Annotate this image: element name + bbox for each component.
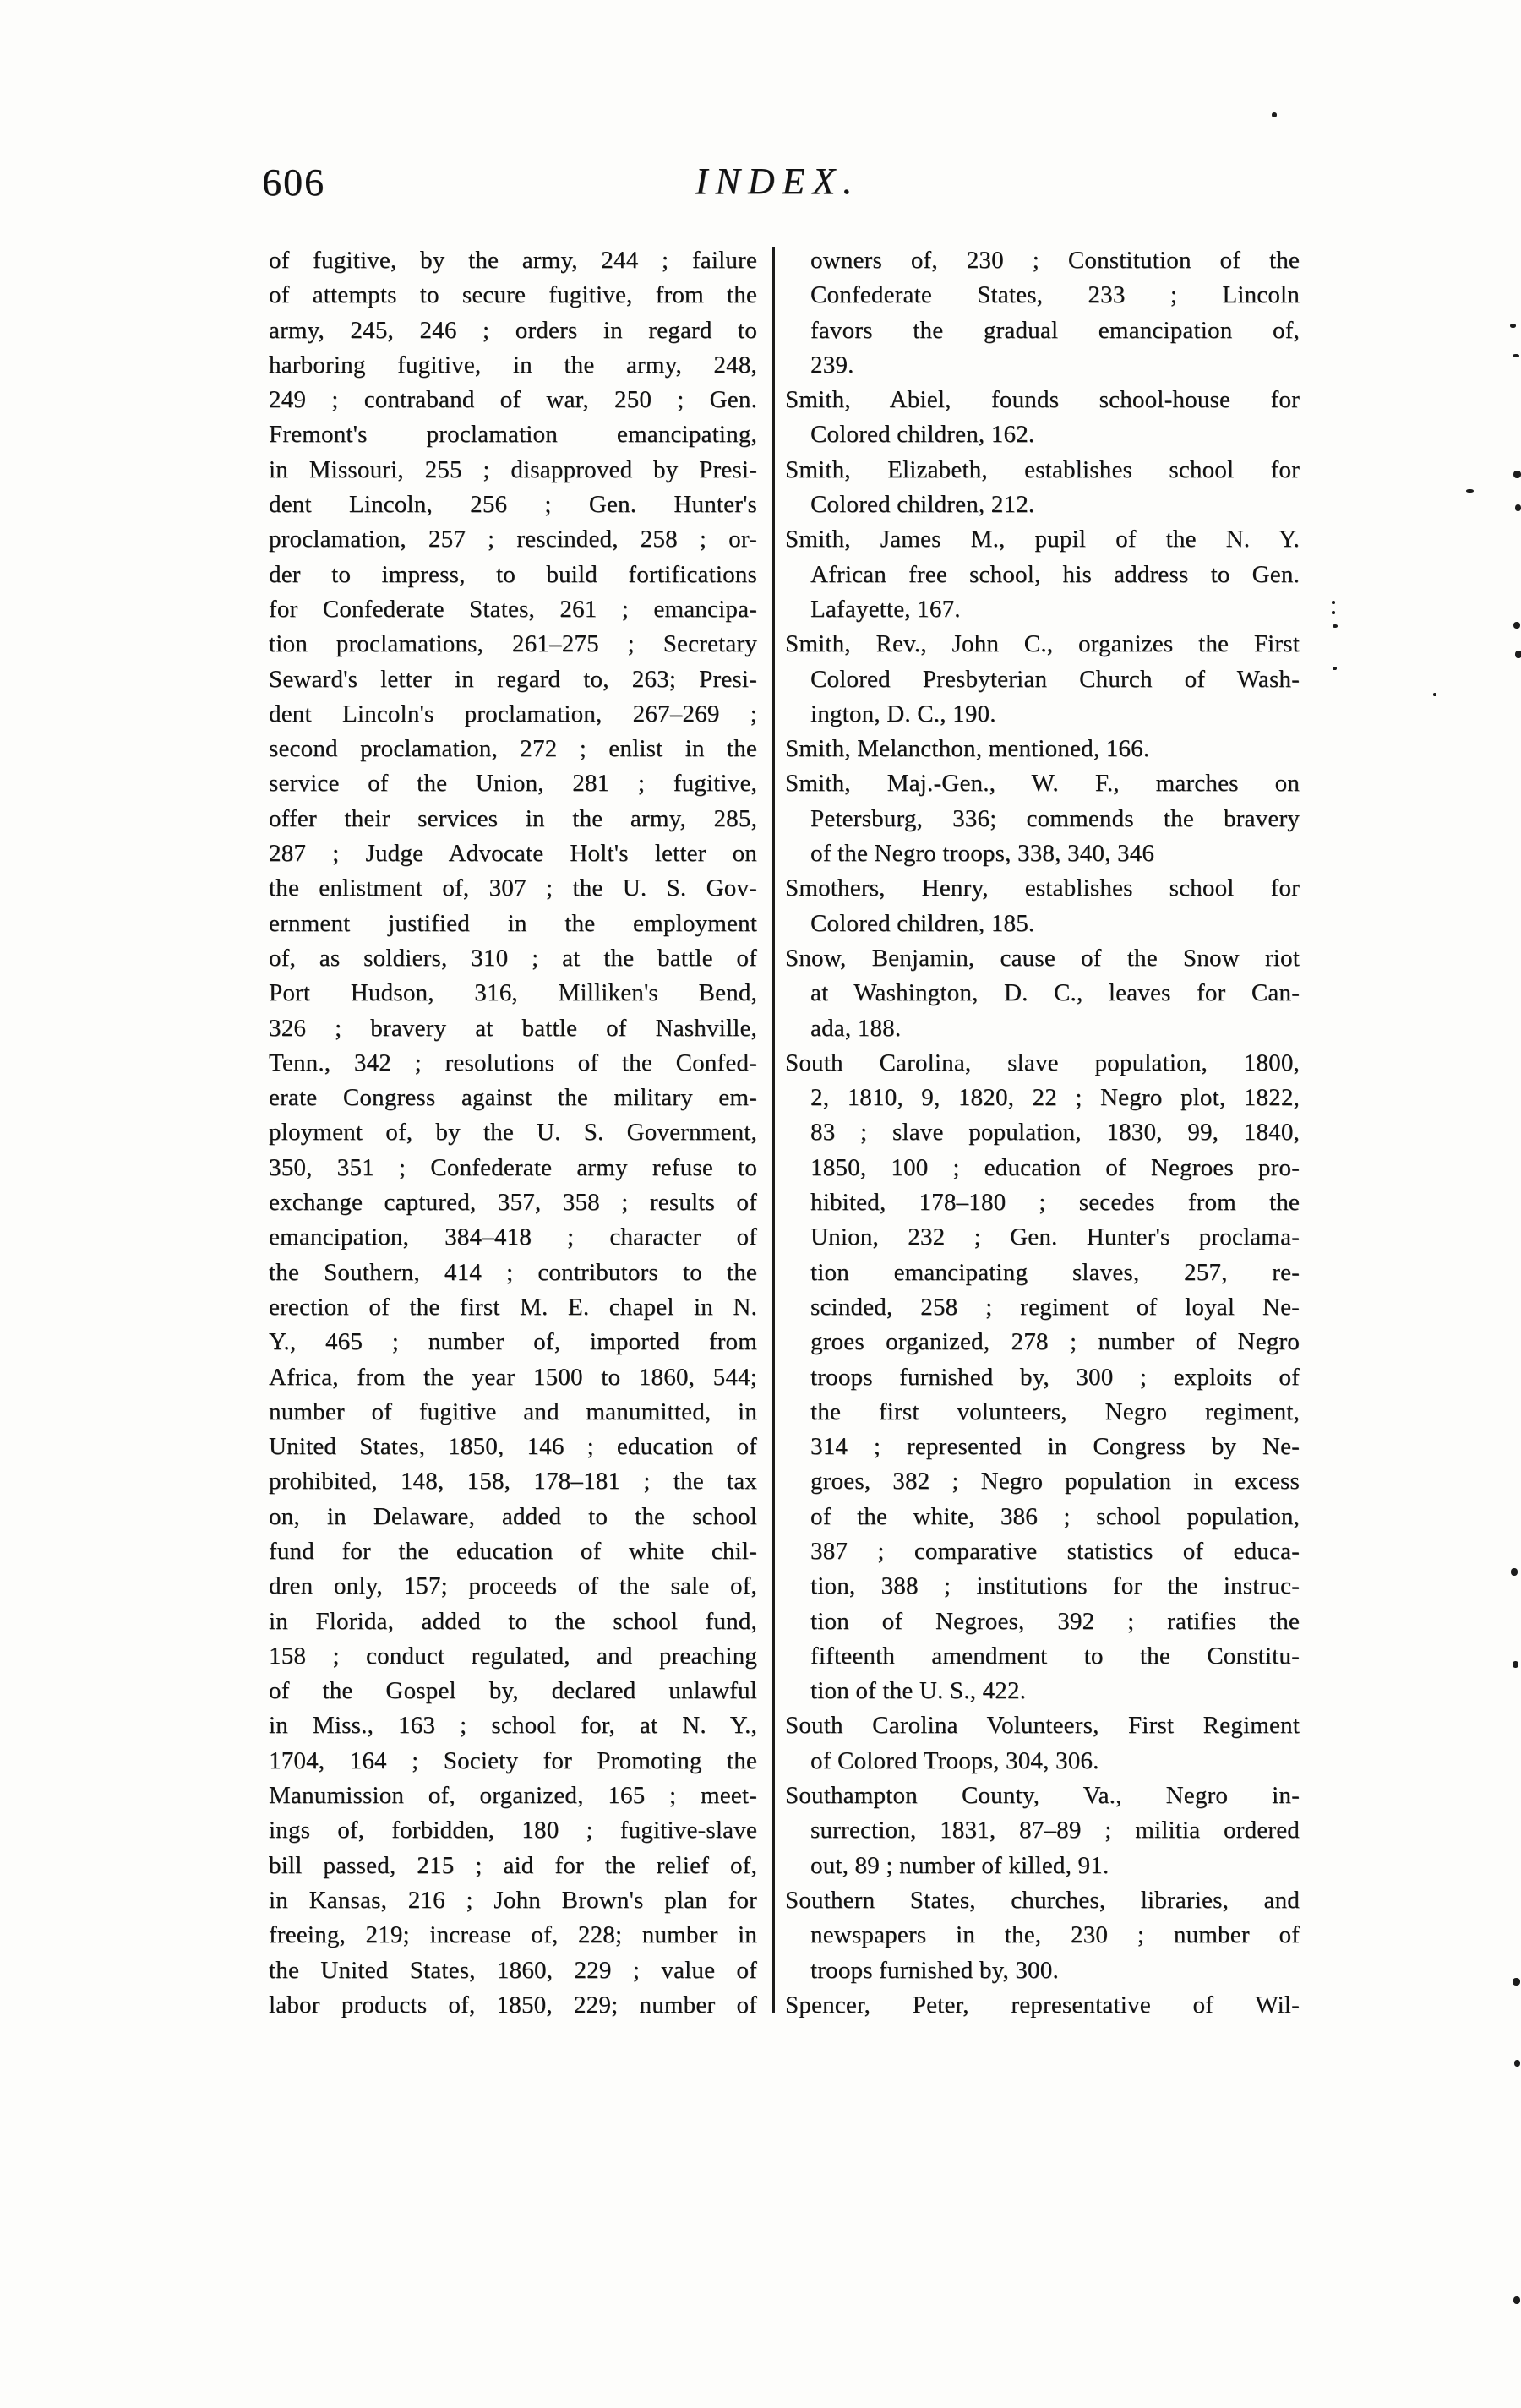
text-line: ployment of, by the U. S. Government, [269, 1119, 757, 1147]
ink-speck [1466, 489, 1474, 493]
text-line: dren only, 157; proceeds of the sale of, [269, 1572, 757, 1600]
text-line: Port Hudson, 316, Milliken's Bend, [269, 979, 757, 1007]
text-line: of the white, 386 ; school population, [810, 1502, 1300, 1530]
text-line: Spencer, Peter, representative of Wil- [785, 1991, 1300, 2018]
text-line: ernment justified in the employment [269, 909, 757, 937]
index-column-left [269, 243, 757, 2023]
ink-speck [1514, 2060, 1520, 2067]
text-line: tion proclamations, 261–275 ; Secretary [269, 630, 757, 658]
text-line: number of fugitive and manumitted, in [269, 1397, 757, 1425]
text-line: Union, 232 ; Gen. Hunter's proclama- [810, 1223, 1300, 1251]
ink-speck [1513, 622, 1520, 629]
ink-speck [1513, 471, 1521, 478]
text-line: Y., 465 ; number of, imported from [269, 1328, 757, 1356]
text-line: Southampton County, Va., Negro in- [785, 1782, 1300, 1810]
text-line: surrection, 1831, 87–89 ; militia ordered [810, 1817, 1300, 1844]
text-line: labor products of, 1850, 229; number of [269, 1991, 757, 2018]
text-line: in Florida, added to the school fund, [269, 1607, 757, 1635]
text-line: Seward's letter in regard to, 263; Presi- [269, 665, 757, 693]
running-head: INDEX. [695, 161, 860, 202]
text-line: owners of, 230 ; Constitution of the [810, 247, 1300, 274]
column-divider-rule [772, 247, 775, 2013]
text-line: 287 ; Judge Advocate Holt's letter on [269, 840, 757, 868]
ink-speck [1513, 2296, 1520, 2304]
text-line: out, 89 ; number of killed, 91. [810, 1851, 1109, 1879]
text-line: 1704, 164 ; Society for Promoting the [269, 1746, 757, 1774]
text-line: bill passed, 215 ; aid for the relief of, [269, 1851, 757, 1879]
text-line: 350, 351 ; Confederate army refuse to [269, 1153, 757, 1181]
ink-speck [1515, 651, 1521, 658]
text-line: Southern States, churches, libraries, and [785, 1886, 1300, 1914]
text-line: troops furnished by, 300. [810, 1956, 1059, 1984]
page-number: 606 [262, 161, 325, 204]
text-line: harboring fugitive, in the army, 248, [269, 351, 757, 379]
text-line: ings of, forbidden, 180 ; fugitive-slave [269, 1817, 757, 1844]
ink-speck [1513, 354, 1519, 357]
ink-speck [1332, 611, 1335, 614]
text-line: dent Lincoln's proclamation, 267–269 ; [269, 700, 757, 727]
ink-speck [1510, 324, 1516, 328]
text-line: Smith, Rev., John C., organizes the First [785, 630, 1300, 658]
ink-speck [1333, 667, 1337, 670]
text-line: the first volunteers, Negro regiment, [810, 1397, 1300, 1425]
text-line: troops furnished by, 300 ; exploits of [810, 1363, 1300, 1391]
text-line: tion of Negroes, 392 ; ratifies the [810, 1607, 1300, 1635]
text-line: erate Congress against the military em- [269, 1084, 757, 1112]
text-line: South Carolina, slave population, 1800, [785, 1049, 1300, 1076]
text-line: Smith, Elizabeth, establishes school for [785, 455, 1300, 483]
text-line: South Carolina Volunteers, First Regiment [785, 1712, 1300, 1740]
text-line: favors the gradual emancipation of, [810, 316, 1300, 344]
text-line: Manumission of, organized, 165 ; meet- [269, 1782, 757, 1810]
ink-speck [1515, 504, 1521, 511]
text-line: of the Gospel by, declared unlawful [269, 1677, 757, 1705]
text-line: second proclamation, 272 ; enlist in the [269, 735, 757, 763]
text-line: proclamation, 257 ; rescinded, 258 ; or- [269, 526, 757, 553]
text-line: 239. [810, 351, 854, 379]
text-line: 2, 1810, 9, 1820, 22 ; Negro plot, 1822, [810, 1084, 1300, 1112]
text-line: of the Negro troops, 338, 340, 346 [810, 840, 1155, 868]
text-line: Colored children, 162. [810, 421, 1035, 449]
text-line: Colored children, 212. [810, 491, 1035, 519]
text-line: 326 ; bravery at battle of Nashville, [269, 1014, 757, 1042]
text-line: Confederate States, 233 ; Lincoln [810, 281, 1300, 309]
text-line: 83 ; slave population, 1830, 99, 1840, [810, 1119, 1300, 1147]
text-line: 249 ; contraband of war, 250 ; Gen. [269, 386, 757, 414]
ink-speck [1513, 1978, 1520, 1986]
text-line: Smith, Melancthon, mentioned, 166. [785, 735, 1150, 763]
text-line: ington, D. C., 190. [810, 700, 996, 727]
text-line: Africa, from the year 1500 to 1860, 544; [269, 1363, 757, 1391]
text-line: groes, 382 ; Negro population in excess [810, 1468, 1300, 1495]
ink-speck [1333, 624, 1338, 628]
text-line: of fugitive, by the army, 244 ; failure [269, 247, 757, 274]
ink-speck [1272, 112, 1277, 117]
text-line: Fremont's proclamation emancipating, [269, 421, 757, 449]
text-line: Smith, Abiel, founds school-house for [785, 386, 1300, 414]
text-line: the Southern, 414 ; contributors to the [269, 1258, 757, 1286]
text-line: Smith, James M., pupil of the N. Y. [785, 526, 1300, 553]
text-line: in Kansas, 216 ; John Brown's plan for [269, 1886, 757, 1914]
text-line: Tenn., 342 ; resolutions of the Confed- [269, 1049, 757, 1076]
ink-speck [1332, 601, 1335, 604]
text-line: army, 245, 246 ; orders in regard to [269, 316, 757, 344]
ink-speck [1513, 1661, 1518, 1668]
text-line: prohibited, 148, 158, 178–181 ; the tax [269, 1468, 757, 1495]
index-column-right [785, 243, 1300, 2023]
text-line: African free school, his address to Gen. [810, 560, 1300, 588]
text-line: at Washington, D. C., leaves for Can- [810, 979, 1300, 1007]
text-line: Smith, Maj.-Gen., W. F., marches on [785, 770, 1300, 798]
text-line: Lafayette, 167. [810, 595, 961, 623]
text-line: 158 ; conduct regulated, and preaching [269, 1642, 757, 1670]
text-line: fifteenth amendment to the Constitu- [810, 1642, 1300, 1670]
text-line: tion emancipating slaves, 257, re- [810, 1258, 1300, 1286]
text-line: newspapers in the, 230 ; number of [810, 1921, 1300, 1949]
text-line: exchange captured, 357, 358 ; results of [269, 1189, 757, 1217]
text-line: ada, 188. [810, 1014, 902, 1042]
text-line: for Confederate States, 261 ; emancipa- [269, 595, 757, 623]
text-line: tion, 388 ; institutions for the instruc- [810, 1572, 1300, 1600]
text-line: groes organized, 278 ; number of Negro [810, 1328, 1300, 1356]
text-line: fund for the education of white chil- [269, 1537, 757, 1565]
text-line: 1850, 100 ; education of Negroes pro- [810, 1153, 1300, 1181]
text-line: United States, 1850, 146 ; education of [269, 1433, 757, 1461]
text-line: freeing, 219; increase of, 228; number in [269, 1921, 757, 1949]
text-line: hibited, 178–180 ; secedes from the [810, 1189, 1300, 1217]
text-line: Petersburg, 336; commends the bravery [810, 804, 1300, 832]
text-line: emancipation, 384–418 ; character of [269, 1223, 757, 1251]
text-line: offer their services in the army, 285, [269, 804, 757, 832]
text-line: of attempts to secure fugitive, from the [269, 281, 757, 309]
text-line: scinded, 258 ; regiment of loyal Ne- [810, 1293, 1300, 1321]
text-line: Smothers, Henry, establishes school for [785, 874, 1300, 902]
text-line: Colored Presbyterian Church of Wash- [810, 665, 1300, 693]
text-line: service of the Union, 281 ; fugitive, [269, 770, 757, 798]
text-line: the enlistment of, 307 ; the U. S. Gov- [269, 874, 757, 902]
text-line: of Colored Troops, 304, 306. [810, 1746, 1099, 1774]
text-line: erection of the first M. E. chapel in N. [269, 1293, 757, 1321]
text-line: in Missouri, 255 ; disapproved by Presi- [269, 455, 757, 483]
ink-speck [1511, 1568, 1518, 1576]
text-line: on, in Delaware, added to the school [269, 1502, 757, 1530]
ink-speck [1433, 693, 1436, 696]
text-line: 314 ; represented in Congress by Ne- [810, 1433, 1300, 1461]
text-line: of, as soldiers, 310 ; at the battle of [269, 944, 757, 972]
text-line: Snow, Benjamin, cause of the Snow riot [785, 944, 1300, 972]
text-line: der to impress, to build fortifications [269, 560, 757, 588]
text-line: 387 ; comparative statistics of educa- [810, 1537, 1300, 1565]
text-line: in Miss., 163 ; school for, at N. Y., [269, 1712, 757, 1740]
text-line: tion of the U. S., 422. [810, 1677, 1027, 1705]
text-line: the United States, 1860, 229 ; value of [269, 1956, 757, 1984]
text-line: dent Lincoln, 256 ; Gen. Hunter's [269, 491, 757, 519]
text-line: Colored children, 185. [810, 909, 1035, 937]
